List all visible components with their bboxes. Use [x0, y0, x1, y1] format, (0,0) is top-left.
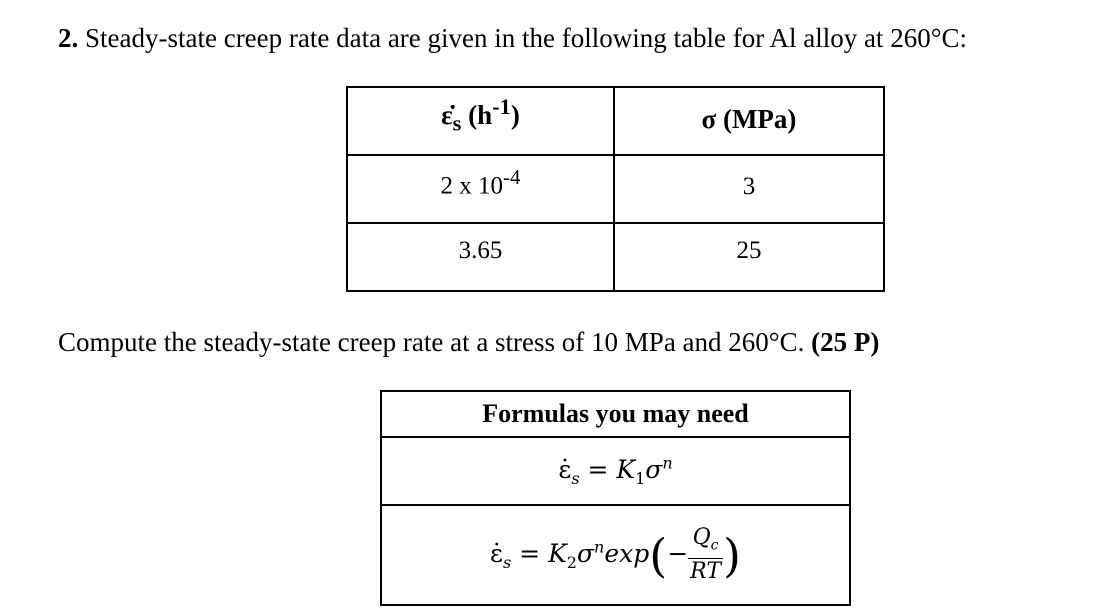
unit-exponent: -1 [492, 93, 511, 119]
f2-epsilon-dot: ε̇ [490, 538, 503, 568]
f1-sub-s: s [571, 469, 580, 489]
rate-1-exponent: -4 [503, 165, 521, 190]
header-stress-label: σ (MPa) [701, 103, 797, 134]
f1-exp-n: n [662, 453, 673, 473]
f1-k: K [616, 455, 636, 485]
subscript-s: s [452, 110, 462, 136]
f2-fraction [688, 525, 723, 585]
f2-k: K [548, 538, 567, 568]
f2-exp-function: exp [604, 538, 650, 568]
points-label: (25 P) [811, 327, 880, 357]
table-row [347, 155, 884, 223]
formula-row-1 [381, 437, 850, 505]
f2-q-sub: c [710, 537, 719, 554]
f2-paren-close: ) [723, 528, 741, 582]
stress-2: 25 [736, 237, 762, 264]
formula-table-title: Formulas you may need [381, 391, 850, 437]
question-text [58, 18, 967, 58]
rate-2: 3.65 [458, 237, 503, 264]
table-header-row [347, 87, 884, 155]
cell-rate-1 [347, 155, 614, 223]
f2-minus: − [667, 538, 689, 568]
formula-header-row [381, 391, 850, 437]
rate-1-base: 2 x 10 [440, 172, 504, 200]
stress-1: 3 [742, 173, 756, 200]
cell-stress-2 [614, 223, 884, 291]
task-prompt [58, 322, 879, 362]
f1-k-sub: 1 [635, 469, 646, 489]
question-body: Steady-state creep rate data are given in the following table for Al alloy at 260°C: [85, 23, 967, 53]
header-stress [614, 87, 884, 155]
f2-k-sub: 2 [566, 552, 577, 572]
formula-table [380, 390, 851, 606]
f2-q: Q [692, 524, 711, 550]
f2-exp-n: n [594, 537, 605, 557]
epsilon-dot-symbol: ε̇ [441, 99, 453, 130]
f1-equals: = [579, 455, 617, 485]
question-number: 2. [58, 23, 79, 53]
header-creep-rate [347, 87, 614, 155]
prompt-text: Compute the steady-state creep rate at a stress of 10 MPa and 260°C. [58, 327, 805, 357]
cell-rate-2 [347, 223, 614, 291]
f2-equals: = [511, 538, 549, 568]
f2-sub-s: s [503, 552, 512, 572]
unit-open: (h [468, 99, 493, 130]
f1-epsilon-dot: ε̇ [558, 455, 572, 485]
unit-close: ) [510, 99, 520, 130]
formula-row-2 [381, 505, 850, 605]
creep-data-table [346, 86, 885, 292]
table-row [347, 223, 884, 291]
cell-stress-1 [614, 155, 884, 223]
formula-1 [381, 437, 850, 505]
f1-sigma: σ [645, 455, 663, 485]
f2-rt: RT [690, 559, 721, 585]
f2-paren-open: ( [649, 528, 668, 582]
f2-sigma: σ [576, 538, 595, 568]
formula-2 [381, 505, 850, 605]
